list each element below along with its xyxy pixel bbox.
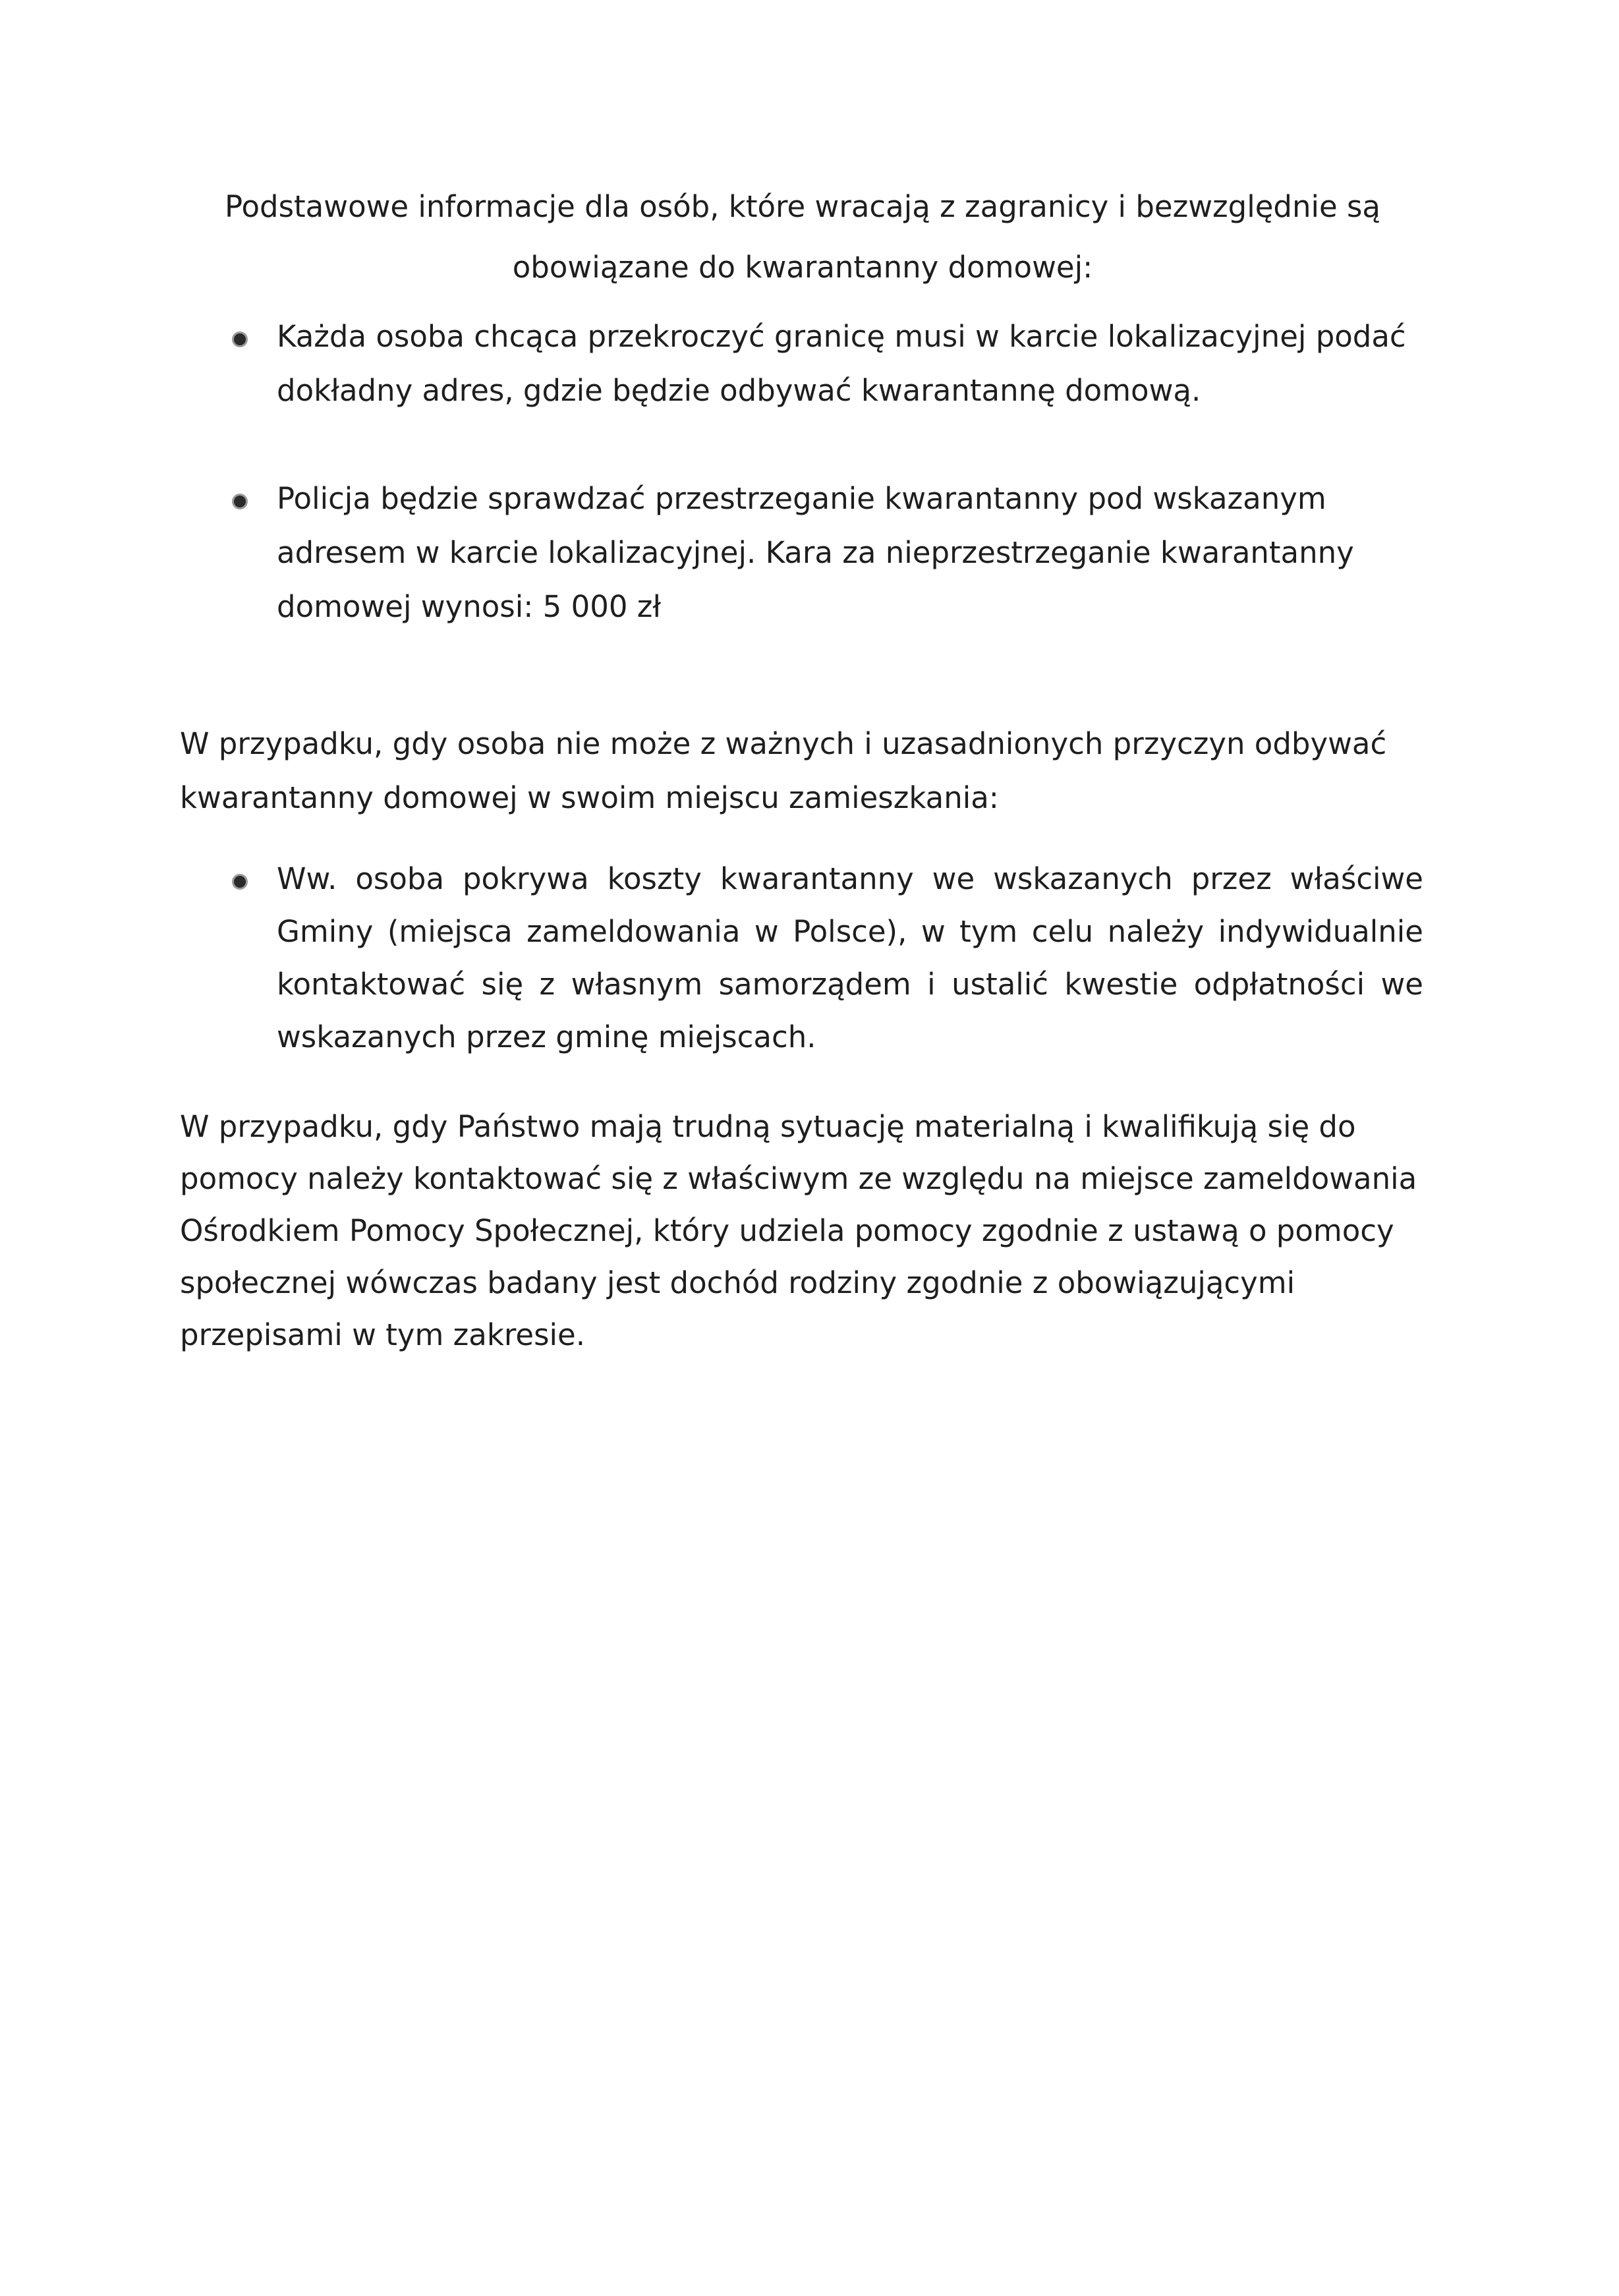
paragraph-social-assistance: W przypadku, gdy Państwo mają trudną sytuację materialną i kwalifikują się do pomocy należy kontaktować się z właściwym ze względu na miejsce zameldowania Ośrodkiem Pomocy Społecznej, który udziela pomocy zgodnie z ustawą o pomocy społecznej wówczas badany jest dochód rodziny zgodnie z obowiązującymi przepisami w tym zakresie.: [180, 1109, 1417, 1352]
list-item: [277, 310, 1417, 418]
list-item: [277, 472, 1417, 634]
paragraph-alternative-quarantine: W przypadku, gdy osoba nie może z ważnych i uzasadnionych przyczyn odbywać kwarantanny domowej w swoim miejscu zamieszkania:: [180, 726, 1387, 815]
list-item: [277, 853, 1423, 1064]
bullet-list-costs: [277, 853, 1423, 1064]
bullet-dot-icon: [234, 496, 246, 507]
list-item-text: Policja będzie sprawdzać przestrzeganie kwarantanny pod wskazanym adresem w karcie lokalizacyjnej. Kara za nieprzestrzeganie kwarantanny domowej wynosi: 5 000 zł: [277, 481, 1354, 624]
bullet-dot-icon: [234, 876, 246, 888]
list-item-text: Ww. osoba pokrywa koszty kwarantanny we wskazanych przez właściwe Gminy (miejsca zameldowania w Polsce), w tym celu należy indywidualnie kontaktować się z własnym samorządem i ustalić kwestie odpłatności we wskazanych przez gminę miejscach.: [277, 861, 1423, 1054]
document-heading: Podstawowe informacje dla osób, które wracają z zagranicy i bezwzględnie są obowiązane do kwarantanny domowej:: [224, 189, 1381, 285]
bullet-dot-icon: [234, 333, 246, 345]
list-item-text: Każda osoba chcąca przekroczyć granicę musi w karcie lokalizacyjnej podać dokładny adres, gdzie będzie odbywać kwarantannę domową.: [277, 319, 1406, 408]
bullet-list-travel-rules: [277, 310, 1417, 634]
